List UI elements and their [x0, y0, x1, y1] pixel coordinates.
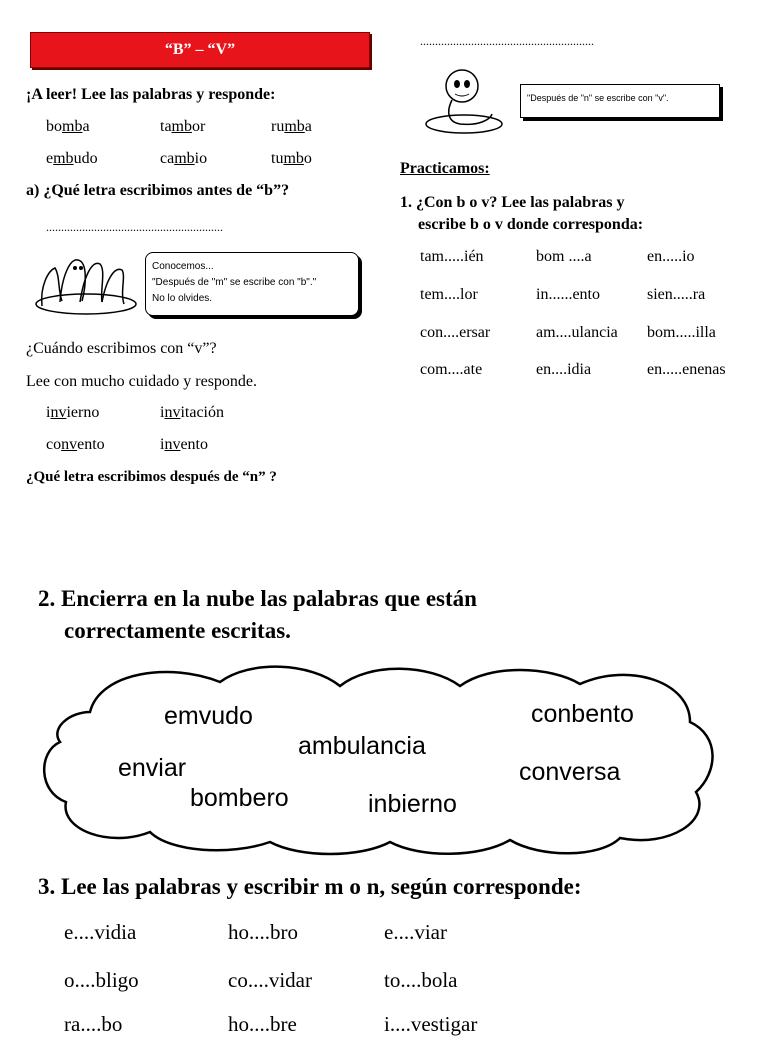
instruction-v: Lee con mucho cuidado y responde. — [26, 373, 258, 390]
word-b-2: tambor — [160, 118, 206, 135]
fill-word: en.....enenas — [647, 361, 726, 378]
word-v-3: convento — [46, 436, 105, 453]
answer-line-right: .......................................................... — [420, 34, 594, 48]
practice-item-1-line-2: escribe b o v donde corresponda: — [418, 216, 644, 233]
word-b-3: rumba — [271, 118, 312, 135]
question-a: a) ¿Qué letra escribimos antes de “b”? — [26, 182, 290, 199]
fill-word: am....ulancia — [536, 324, 618, 341]
note-line-2: "Después de "m" se escribe con "b"." — [152, 277, 317, 288]
mn-word: ra....bo — [64, 1012, 123, 1036]
fill-word: en....idia — [536, 361, 592, 378]
mn-word: o....bligo — [64, 968, 139, 992]
mn-word: i....vestigar — [384, 1012, 478, 1036]
mn-word: ho....bre — [228, 1012, 297, 1036]
cloud-word: conversa — [519, 758, 621, 786]
cloud-word: ambulancia — [298, 732, 426, 760]
cloud-word: enviar — [118, 754, 187, 782]
rule-note-b — [145, 252, 359, 316]
worksheet-title: “B” – “V” — [30, 32, 370, 68]
cloud-word: conbento — [531, 700, 634, 728]
answer-line-a: ........................................................... — [46, 220, 223, 234]
fill-word: com....ate — [420, 361, 483, 378]
practice-item-1-line-1: 1. ¿Con b o v? Lee las palabras y — [400, 194, 625, 211]
word-v-1: invierno — [46, 404, 100, 421]
cloud-word: bombero — [190, 784, 289, 812]
section-3-heading: 3. Lee las palabras y escribir m o n, según corresponde: — [38, 874, 582, 899]
fill-word: bom.....illa — [647, 324, 716, 341]
cloud-word: inbierno — [368, 790, 457, 818]
fill-word: sien.....ra — [647, 286, 706, 303]
mn-word: to....bola — [384, 968, 458, 992]
fill-word: bom ....a — [536, 248, 592, 265]
read-prompt: ¡A leer! Lee las palabras y responde: — [26, 86, 276, 103]
word-v-4: invento — [160, 436, 208, 453]
cartoon-drawing-1 — [30, 246, 142, 320]
word-v-2: invitación — [160, 404, 224, 421]
mn-word: co....vidar — [228, 968, 312, 992]
question-n: ¿Qué letra escribimos después de “n” ? — [26, 469, 277, 485]
question-v: ¿Cuándo escribimos con “v”? — [26, 340, 217, 357]
section-2-line-1: 2. Encierra en la nube las palabras que están — [38, 586, 477, 611]
fill-word: in......ento — [536, 286, 600, 303]
fill-word: tam.....ién — [420, 248, 484, 265]
note-line-3: No lo olvides. — [152, 293, 213, 304]
word-b-5: cambio — [160, 150, 208, 167]
word-b-1: bomba — [46, 118, 90, 135]
mn-word: e....viar — [384, 920, 447, 944]
word-b-6: tumbo — [271, 150, 312, 167]
seal-drawing — [420, 64, 516, 138]
fill-word: tem....lor — [420, 286, 478, 303]
fill-word: con....ersar — [420, 324, 491, 341]
cloud-word: emvudo — [164, 702, 253, 730]
word-b-4: embudo — [46, 150, 98, 167]
mn-word: e....vidia — [64, 920, 137, 944]
mn-word: ho....bro — [228, 920, 298, 944]
practice-heading: Practicamos: — [400, 160, 490, 177]
note-line-1: Conocemos... — [152, 261, 214, 272]
fill-word: en.....io — [647, 248, 695, 265]
note-v-text: "Después de "n" se escribe con "v". — [527, 93, 669, 103]
rule-note-v — [520, 84, 720, 118]
section-2-line-2: correctamente escritas. — [64, 618, 291, 643]
